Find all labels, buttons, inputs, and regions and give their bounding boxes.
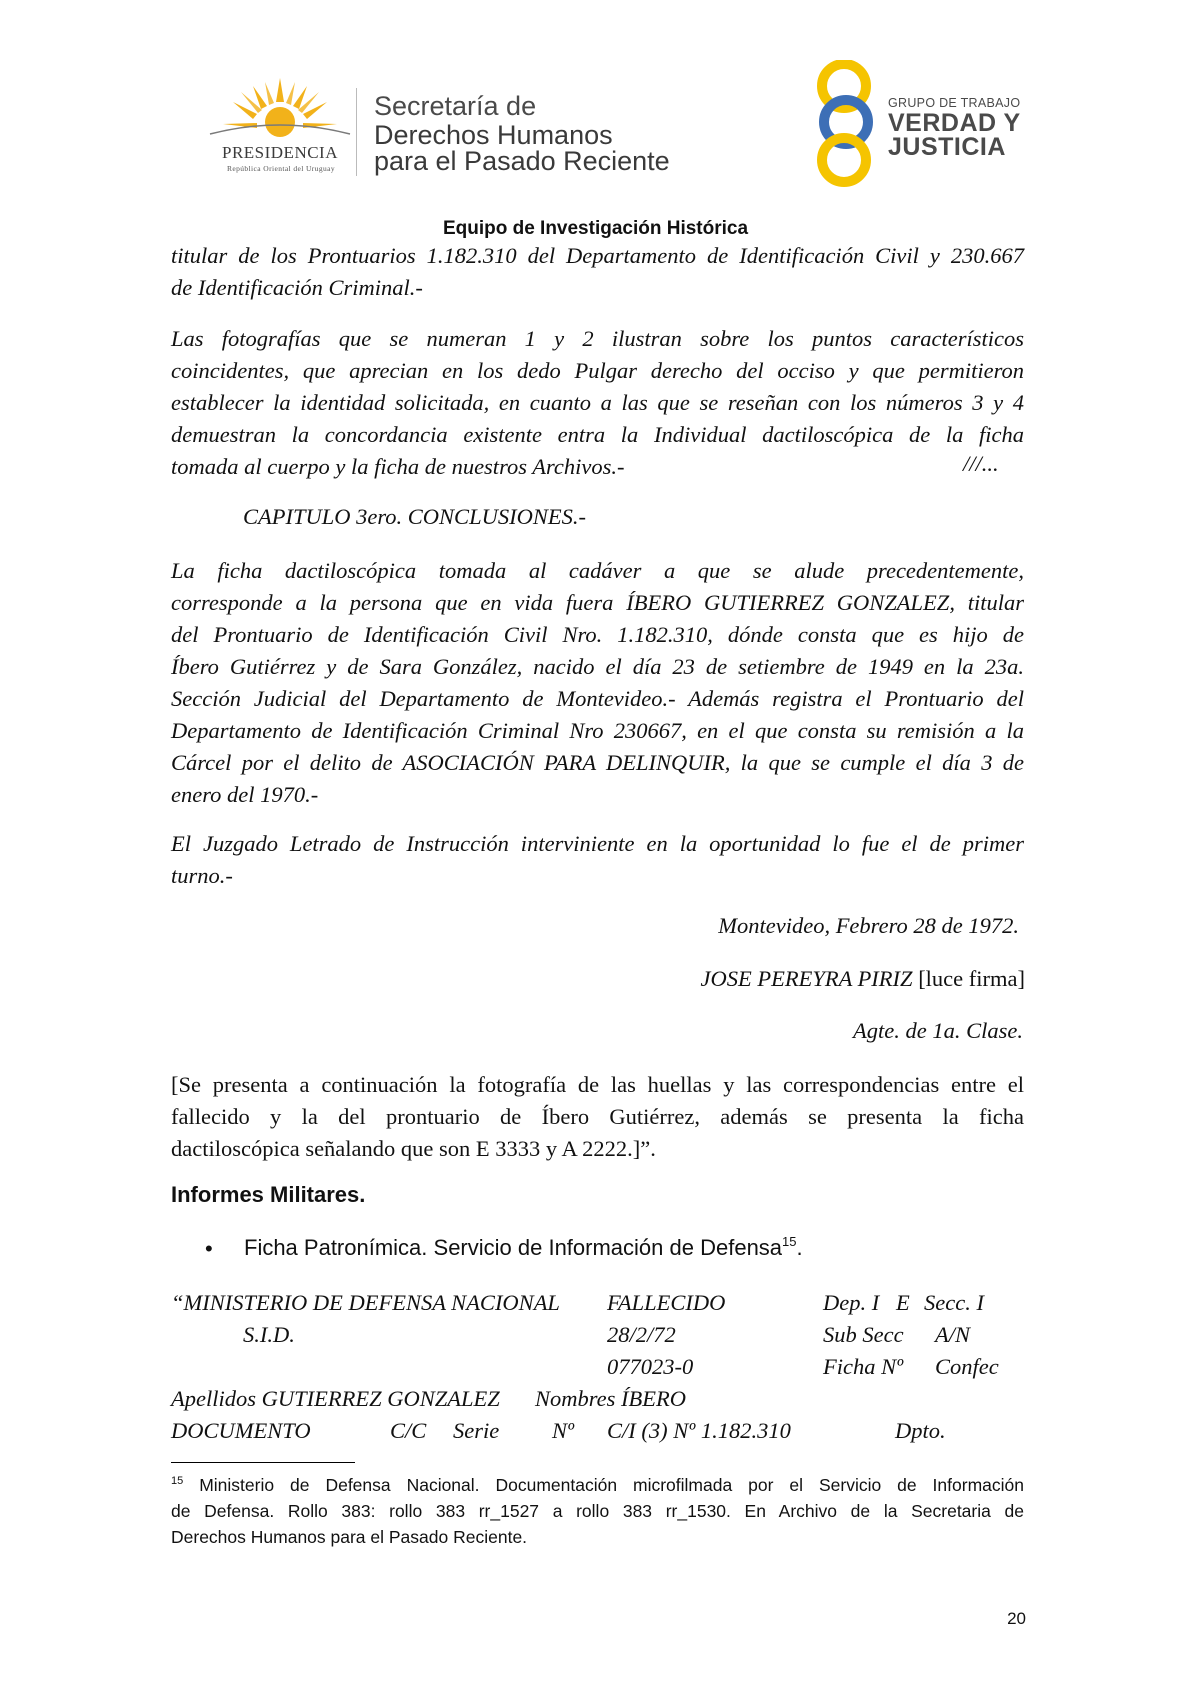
grupo-trabajo-label: GRUPO DE TRABAJO	[888, 96, 1021, 110]
ficha-confec: Confec	[935, 1354, 999, 1379]
header-divider	[356, 88, 357, 176]
footnote-line: de Defensa. Rollo 383: rollo 383 rr_1527 a rollo 383 rr_1530. En Archivo de la Secretaria de	[171, 1501, 1024, 1521]
text-line: coincidentes, que aprecian en los dedo Pulgar derecho del occiso y que permitieron	[171, 358, 1024, 383]
bullet-item	[244, 1235, 803, 1261]
chapter-heading: CAPITULO 3ero. CONCLUSIONES.-	[243, 504, 586, 529]
ficha-serie: Serie	[453, 1418, 500, 1443]
footnote-text: Ministerio de Defensa Nacional. Documentación microfilmada por el Servicio de Información	[199, 1475, 1024, 1495]
ficha-subsecc-value: A/N	[935, 1322, 971, 1347]
text-line: tomada al cuerpo y la ficha de nuestros Archivos.-	[171, 454, 625, 479]
verdad-label: VERDAD Y	[888, 109, 1021, 137]
page-header	[0, 0, 1191, 210]
text-line: El Juzgado Letrado de Instrucción interviniente en la oportunidad lo fue el de primer	[171, 831, 1024, 856]
text-line: del Prontuario de Identificación Civil Nro. 1.182.310, dónde consta que es hijo de	[171, 622, 1024, 647]
section-heading: Informes Militares.	[171, 1182, 366, 1207]
team-title: Equipo de Investigación Histórica	[442, 218, 749, 239]
text-line: enero del 1970.-	[171, 782, 319, 807]
paragraph-fotografias	[171, 323, 1024, 483]
secretaria-title-line-2: Derechos Humanos	[374, 120, 613, 150]
secretaria-title-line-3: para el Pasado Reciente	[374, 146, 670, 176]
text-line: La ficha dactiloscópica tomada al cadáver a que se alude precedentemente,	[171, 558, 1024, 583]
bullet-icon: •	[205, 1236, 213, 1261]
ficha-no: Nº	[552, 1418, 574, 1443]
justicia-label: JUSTICIA	[888, 133, 1006, 161]
footnote-reference[interactable]: 15	[782, 1234, 797, 1249]
signer-line	[701, 966, 1025, 992]
text-line: [Se presenta a continuación la fotografía de las huellas y las correspondencias entre el	[171, 1072, 1024, 1097]
text-line: titular de los Prontuarios 1.182.310 del Departamento de Identificación Civil y 230.667	[171, 243, 1024, 268]
verdad-justicia-rings-logo	[806, 60, 884, 190]
bullet-item-end: .	[796, 1235, 803, 1260]
ficha-dpto: Dpto.	[895, 1418, 946, 1443]
ficha-ministerio: “MINISTERIO DE DEFENSA NACIONAL	[171, 1290, 560, 1315]
page-number: 20	[1007, 1609, 1026, 1628]
ficha-sid: S.I.D.	[243, 1322, 295, 1347]
secretaria-title-line-1: Secretaría de	[374, 91, 537, 121]
ficha-dep: Dep. I	[823, 1290, 880, 1315]
text-line: corresponde a la persona que en vida fuera ÍBERO GUTIERREZ GONZALEZ, titular	[171, 590, 1024, 615]
text-line: Departamento de Identificación Criminal Nro 230667, en el que consta su remisión a la	[171, 718, 1024, 743]
text-line: de Identificación Criminal.-	[171, 275, 423, 300]
paragraph-conclusiones	[171, 555, 1024, 811]
bullet-item-text: Ficha Patronímica. Servicio de Información de Defensa	[244, 1235, 783, 1260]
ficha-documento: DOCUMENTO	[171, 1418, 311, 1443]
ficha-apellidos: Apellidos GUTIERREZ GONZALEZ	[171, 1386, 500, 1411]
paragraph-editorial-note	[171, 1069, 1024, 1165]
text-line: Las fotografías que se numeran 1 y 2 ilustran sobre los puntos característicos	[171, 326, 1024, 351]
ficha-nombres: Nombres ÍBERO	[535, 1386, 687, 1411]
text-line: turno.-	[171, 863, 233, 888]
text-line: demuestran la concordancia existente entra la Individual dactiloscópica de la ficha	[171, 422, 1024, 447]
presidencia-label: PRESIDENCIA	[221, 143, 338, 162]
ficha-fecha: 28/2/72	[607, 1322, 676, 1347]
footnote-15	[171, 1472, 1024, 1550]
presidencia-sun-logo	[195, 78, 365, 148]
ficha-subsecc: Sub Secc	[823, 1322, 904, 1347]
ficha-secc: Secc. I	[924, 1290, 984, 1315]
ficha-cc: C/C	[390, 1418, 427, 1443]
footnote-number: 15	[171, 1475, 184, 1487]
place-date: Montevideo, Febrero 28 de 1972.	[718, 913, 1019, 938]
signer-rank: Agte. de 1a. Clase.	[853, 1018, 1023, 1043]
ficha-fallecido: FALLECIDO	[607, 1290, 726, 1315]
ficha-dep-e: E	[896, 1290, 910, 1315]
text-line: dactiloscópica señalando que son E 3333 y A 2222.]”.	[171, 1136, 656, 1161]
text-line: establecer la identidad solicitada, en cuanto a las que se reseñan con los números 3 y 4	[171, 390, 1024, 415]
ficha-numero: 077023-0	[607, 1354, 694, 1379]
ficha-n-label: Ficha Nº	[823, 1354, 904, 1379]
footnote-line: Derechos Humanos para el Pasado Reciente.	[171, 1527, 528, 1547]
text-line: Cárcel por el delito de ASOCIACIÓN PARA DELINQUIR, la que se cumple el día 3 de	[171, 750, 1024, 775]
paragraph-prontuarios	[171, 240, 1024, 304]
signature-note: [luce firma]	[918, 966, 1025, 991]
presidencia-subtitle: República Oriental del Uruguay	[226, 164, 335, 173]
continuation-marker: ///...	[963, 451, 999, 476]
text-line: fallecido y la del prontuario de Íbero Gutiérrez, además se presenta la ficha	[171, 1104, 1024, 1129]
ficha-ci: C/I (3) Nº 1.182.310	[607, 1418, 791, 1443]
text-line: Sección Judicial del Departamento de Montevideo.- Además registra el Prontuario del	[171, 686, 1024, 711]
footnote-separator	[171, 1462, 355, 1463]
footnote-line	[171, 1472, 1024, 1498]
signer-name: JOSE PEREYRA PIRIZ	[700, 966, 913, 991]
text-line: Íbero Gutiérrez y de Sara González, nacido el día 23 de setiembre de 1949 en la 23a.	[171, 654, 1024, 679]
paragraph-juzgado	[171, 828, 1024, 892]
